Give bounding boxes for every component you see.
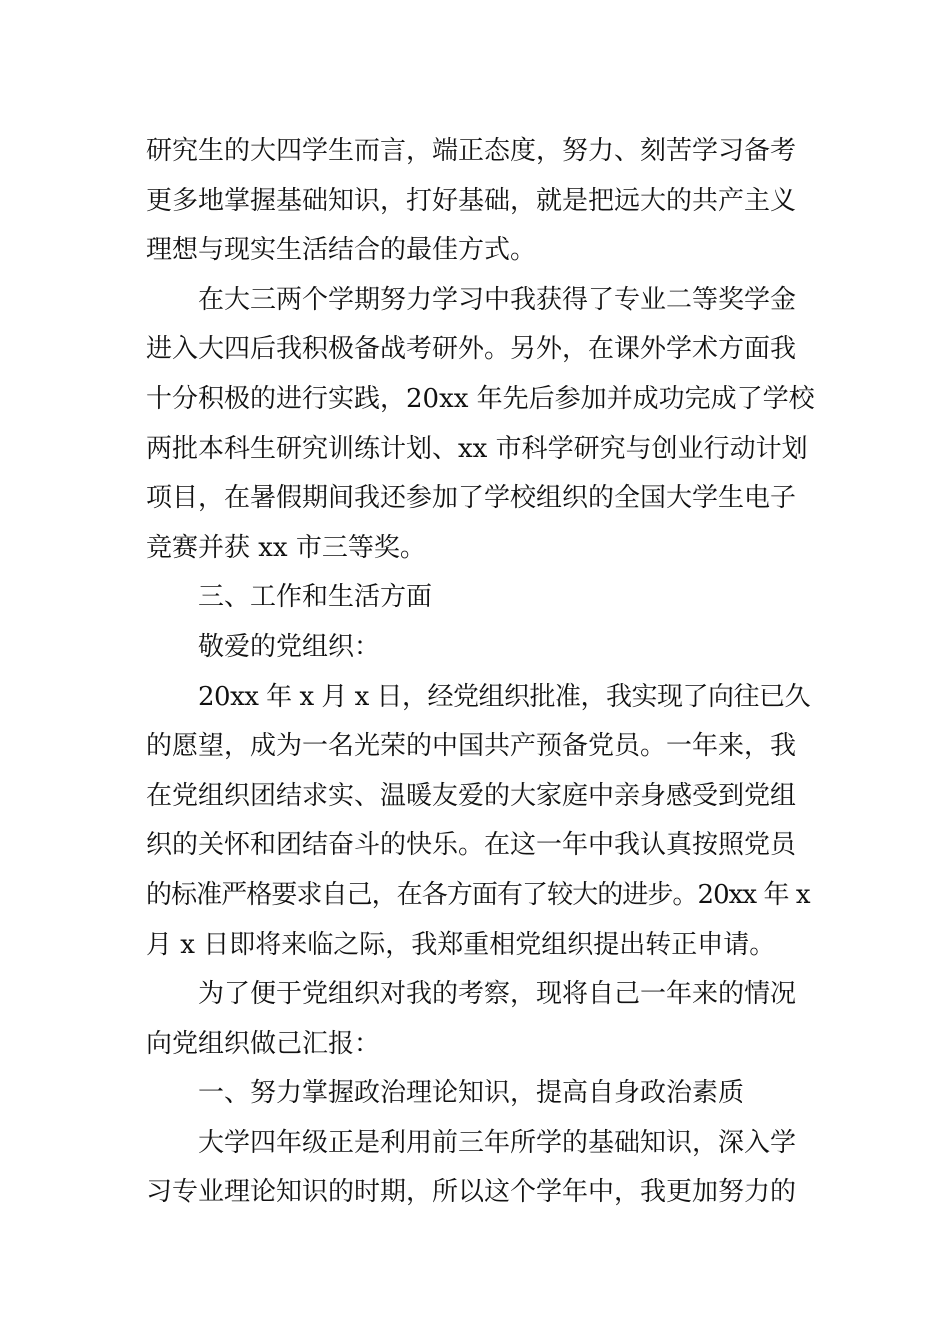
text-line: 更多地掌握基础知识，打好基础，就是把远大的共产主义 <box>146 185 797 216</box>
text-line: 的标准严格要求自己，在各方面有了较大的进步。20xx 年 x <box>146 879 810 910</box>
text-line: 织的关怀和团结奋斗的快乐。在这一年中我认真按照党员 <box>146 830 797 861</box>
salutation: 敬爱的党组织： <box>198 631 381 662</box>
text-line: 理想与现实生活结合的最佳方式。 <box>146 235 537 266</box>
text-line: 的愿望，成为一名光荣的中国共产预备党员。一年来，我 <box>146 731 797 762</box>
text-line: 大学四年级正是利用前三年所学的基础知识，深入学 <box>198 1127 797 1158</box>
text-line: 在大三两个学期努力学习中我获得了专业二等奖学金 <box>198 284 797 315</box>
text-line: 月 x 日即将来临之际，我郑重相党组织提出转正申请。 <box>146 929 776 960</box>
text-line: 习专业理论知识的时期，所以这个学年中，我更加努力的 <box>146 1177 797 1208</box>
text-line: 项目，在暑假期间我还参加了学校组织的全国大学生电子 <box>146 483 797 514</box>
text-line: 两批本科生研究训练计划、xx 市科学研究与创业行动计划 <box>146 433 808 464</box>
text-line: 向党组织做己汇报： <box>146 1028 381 1059</box>
text-line: 十分积极的进行实践，20xx 年先后参加并成功完成了学校 <box>146 383 815 414</box>
text-line: 研究生的大四学生而言，端正态度，努力、刻苦学习备考 <box>146 136 797 166</box>
text-line: 竞赛并获 xx 市三等奖。 <box>146 532 426 563</box>
document-body <box>146 127 816 1218</box>
section-heading: 三、工作和生活方面 <box>198 582 433 613</box>
section-heading: 一、努力掌握政治理论知识，提高自身政治素质 <box>198 1078 745 1109</box>
text-line: 为了便于党组织对我的考察，现将自己一年来的情况 <box>198 979 797 1010</box>
text-line: 在党组织团结求实、温暖友爱的大家庭中亲身感受到党组 <box>146 780 797 811</box>
text-line: 进入大四后我积极备战考研外。另外，在课外学术方面我 <box>146 334 797 365</box>
text-line: 20xx 年 x 月 x 日，经党组织批准，我实现了向往已久 <box>198 681 811 712</box>
